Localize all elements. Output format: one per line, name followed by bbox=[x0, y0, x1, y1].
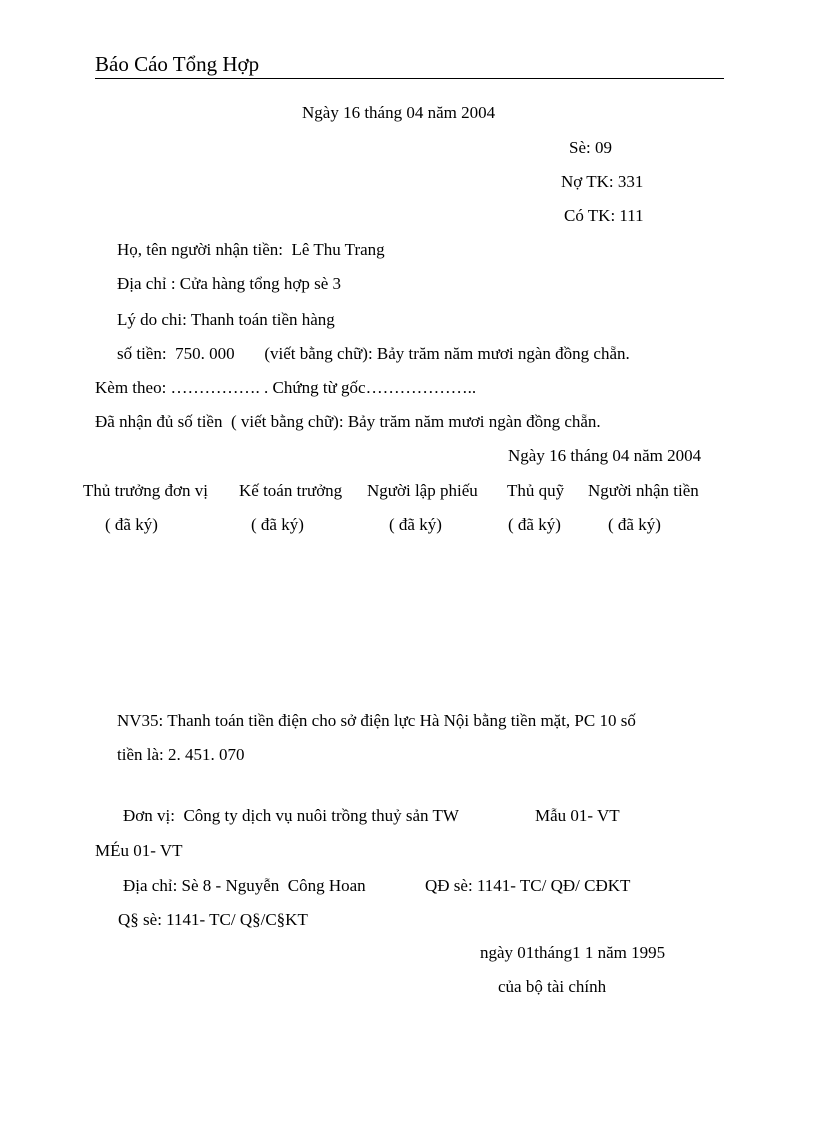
recipient-line: Họ, tên người nhận tiền: Lê Thu Trang bbox=[117, 240, 385, 259]
form-code-garbled: MÉu 01- VT bbox=[95, 841, 183, 860]
signature-status: ( đã ký) bbox=[608, 515, 661, 534]
address-line: Địa chỉ : Cửa hàng tổng hợp sè 3 bbox=[117, 274, 342, 293]
voucher-number: Sè: 09 bbox=[569, 138, 612, 157]
amount-line: số tiền: 750. 000 (viết bằng chữ): Bảy trăm năm mươi ngàn đồng chẵn. bbox=[117, 344, 630, 363]
sign-date: Ngày 16 tháng 04 năm 2004 bbox=[508, 446, 702, 465]
form-issuer: của bộ tài chính bbox=[498, 977, 607, 996]
transaction-line-2: tiền là: 2. 451. 070 bbox=[117, 745, 245, 764]
header-rule bbox=[95, 78, 724, 79]
signature-status: ( đã ký) bbox=[508, 515, 561, 534]
signature-role: Thủ quỹ bbox=[507, 481, 565, 500]
signature-role: Người lập phiếu bbox=[367, 481, 478, 500]
signature-status: ( đã ký) bbox=[251, 515, 304, 534]
reason-line: Lý do chi: Thanh toán tiền hàng bbox=[117, 310, 335, 329]
credit-account: Có TK: 111 bbox=[564, 206, 644, 225]
form-decision-garbled: Q§ sè: 1141- TC/ Q§/C§KT bbox=[118, 910, 308, 929]
debit-account: Nợ TK: 331 bbox=[561, 172, 644, 191]
voucher-date: Ngày 16 tháng 04 năm 2004 bbox=[302, 103, 496, 122]
attached-line: Kèm theo: ……………. . Chứng từ gốc……………….. bbox=[95, 378, 477, 397]
signature-role: Thủ trưởng đơn vị bbox=[83, 481, 208, 500]
transaction-line-1: NV35: Thanh toán tiền điện cho sở điện lực Hà Nội bằng tiền mặt, PC 10 số bbox=[117, 711, 636, 730]
form-code: Mẫu 01- VT bbox=[535, 806, 620, 825]
received-line: Đã nhận đủ số tiền ( viết bằng chữ): Bảy trăm năm mươi ngàn đồng chẵn. bbox=[95, 412, 601, 431]
signature-status: ( đã ký) bbox=[105, 515, 158, 534]
form-decision: QĐ sè: 1141- TC/ QĐ/ CĐKT bbox=[425, 876, 631, 895]
form-unit: Đơn vị: Công ty dịch vụ nuôi trồng thuỷ sản TW bbox=[123, 806, 459, 825]
signature-role: Kế toán trưởng bbox=[239, 481, 343, 500]
signature-role: Người nhận tiền bbox=[588, 481, 699, 500]
form-address: Địa chỉ: Sè 8 - Nguyễn Công Hoan bbox=[123, 876, 366, 895]
signature-status: ( đã ký) bbox=[389, 515, 442, 534]
form-decision-date: ngày 01tháng1 1 năm 1995 bbox=[480, 943, 666, 962]
page-title: Báo Cáo Tổng Hợp bbox=[95, 52, 260, 76]
